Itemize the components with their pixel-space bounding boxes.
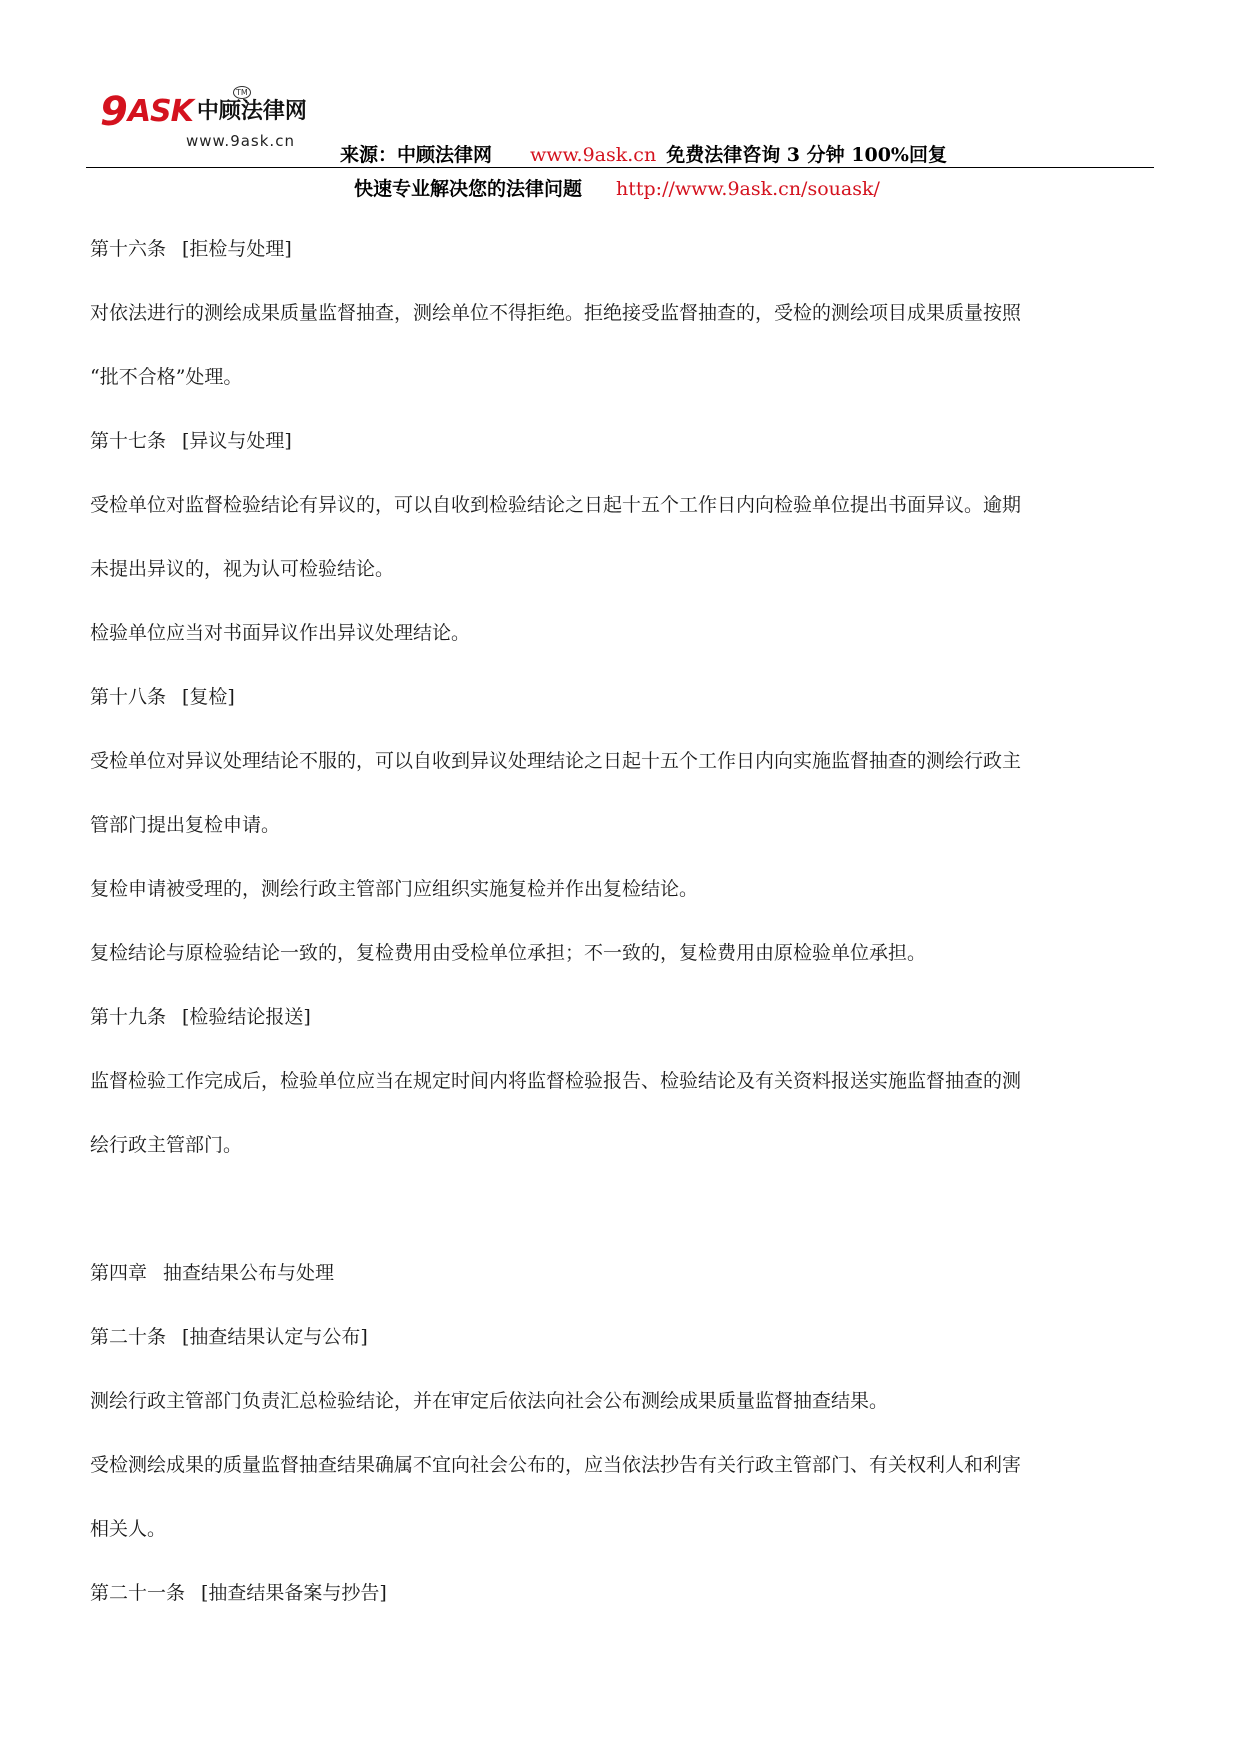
header-divider bbox=[86, 167, 1154, 168]
article-number: 第二十条 bbox=[90, 1326, 167, 1348]
article-20-heading bbox=[90, 1305, 1158, 1369]
article-18-heading bbox=[90, 665, 1158, 729]
trademark-badge: TM bbox=[233, 86, 251, 99]
article-number: 第十七条 bbox=[90, 430, 167, 452]
chapter-4-heading bbox=[90, 1241, 1158, 1305]
paragraph: 监督检验工作完成后，检验单位应当在规定时间内将监督检验报告、检验结论及有关资料报送实施监督抽查的测 bbox=[90, 1070, 1022, 1092]
article-tag: [异议与处理] bbox=[182, 430, 292, 452]
paragraph: 对依法进行的测绘成果质量监督抽查，测绘单位不得拒绝。拒绝接受监督抽查的，受检的测绘项目成果质量按照 bbox=[90, 302, 1022, 324]
slogan-text: 快速专业解决您的法律问题 bbox=[354, 178, 583, 200]
paragraph: 绘行政主管部门。 bbox=[90, 1134, 243, 1156]
article-number: 第十八条 bbox=[90, 686, 167, 708]
paragraph: 复检申请被受理的，测绘行政主管部门应组织实施复检并作出复检结论。 bbox=[90, 878, 699, 900]
paragraph: 管部门提出复检申请。 bbox=[90, 814, 281, 836]
logo-wordmark bbox=[100, 89, 307, 135]
free-consult-text: 免费法律咨询 3 分钟 100%回复 bbox=[666, 144, 947, 166]
chapter-number: 第四章 bbox=[90, 1262, 148, 1284]
paragraph: 复检结论与原检验结论一致的，复检费用由受检单位承担；不一致的，复检费用由原检验单位承担。 bbox=[90, 942, 927, 964]
source-url-link[interactable]: www.9ask.cn bbox=[530, 144, 657, 166]
logo-url: www.9ask.cn bbox=[186, 132, 295, 150]
article-tag: [检验结论报送] bbox=[182, 1006, 311, 1028]
document-body bbox=[90, 217, 1158, 1625]
article-tag: [拒检与处理] bbox=[182, 238, 292, 260]
paragraph: 未提出异议的，视为认可检验结论。 bbox=[90, 558, 395, 580]
article-17-heading bbox=[90, 409, 1158, 473]
logo-ask: ASK bbox=[127, 94, 193, 129]
paragraph: 测绘行政主管部门负责汇总检验结论，并在审定后依法向社会公布测绘成果质量监督抽查结果。 bbox=[90, 1390, 889, 1412]
paragraph: 检验单位应当对书面异议作出异议处理结论。 bbox=[90, 622, 471, 644]
article-number: 第十九条 bbox=[90, 1006, 167, 1028]
chapter-name: 抽查结果公布与处理 bbox=[163, 1262, 335, 1284]
header-slogan-line bbox=[354, 174, 880, 201]
site-logo[interactable] bbox=[100, 88, 330, 156]
paragraph: “批不合格”处理。 bbox=[90, 366, 243, 388]
header-source-line bbox=[340, 140, 947, 167]
article-number: 第二十一条 bbox=[90, 1582, 186, 1604]
paragraph: 受检测绘成果的质量监督抽查结果确属不宜向社会公布的，应当依法抄告有关行政主管部门、有关权利人和利害 bbox=[90, 1454, 1022, 1476]
article-tag: [抽查结果备案与抄告] bbox=[201, 1582, 387, 1604]
article-tag: [复检] bbox=[182, 686, 235, 708]
article-number: 第十六条 bbox=[90, 238, 167, 260]
source-label: 来源：中顾法律网 bbox=[340, 144, 493, 166]
logo-chinese-name: 中顾法律网 bbox=[196, 99, 307, 124]
logo-mark: 9 bbox=[100, 89, 128, 135]
blank-line bbox=[90, 1177, 1158, 1241]
article-21-heading bbox=[90, 1561, 1158, 1625]
article-tag: [抽查结果认定与公布] bbox=[182, 1326, 368, 1348]
souask-url-link[interactable]: http://www.9ask.cn/souask/ bbox=[616, 178, 880, 200]
paragraph: 受检单位对监督检验结论有异议的，可以自收到检验结论之日起十五个工作日内向检验单位提出书面异议。逾期 bbox=[90, 494, 1022, 516]
article-19-heading bbox=[90, 985, 1158, 1049]
paragraph: 受检单位对异议处理结论不服的，可以自收到异议处理结论之日起十五个工作日内向实施监督抽查的测绘行政主 bbox=[90, 750, 1022, 772]
article-16-heading bbox=[90, 217, 1158, 281]
paragraph: 相关人。 bbox=[90, 1518, 167, 1540]
